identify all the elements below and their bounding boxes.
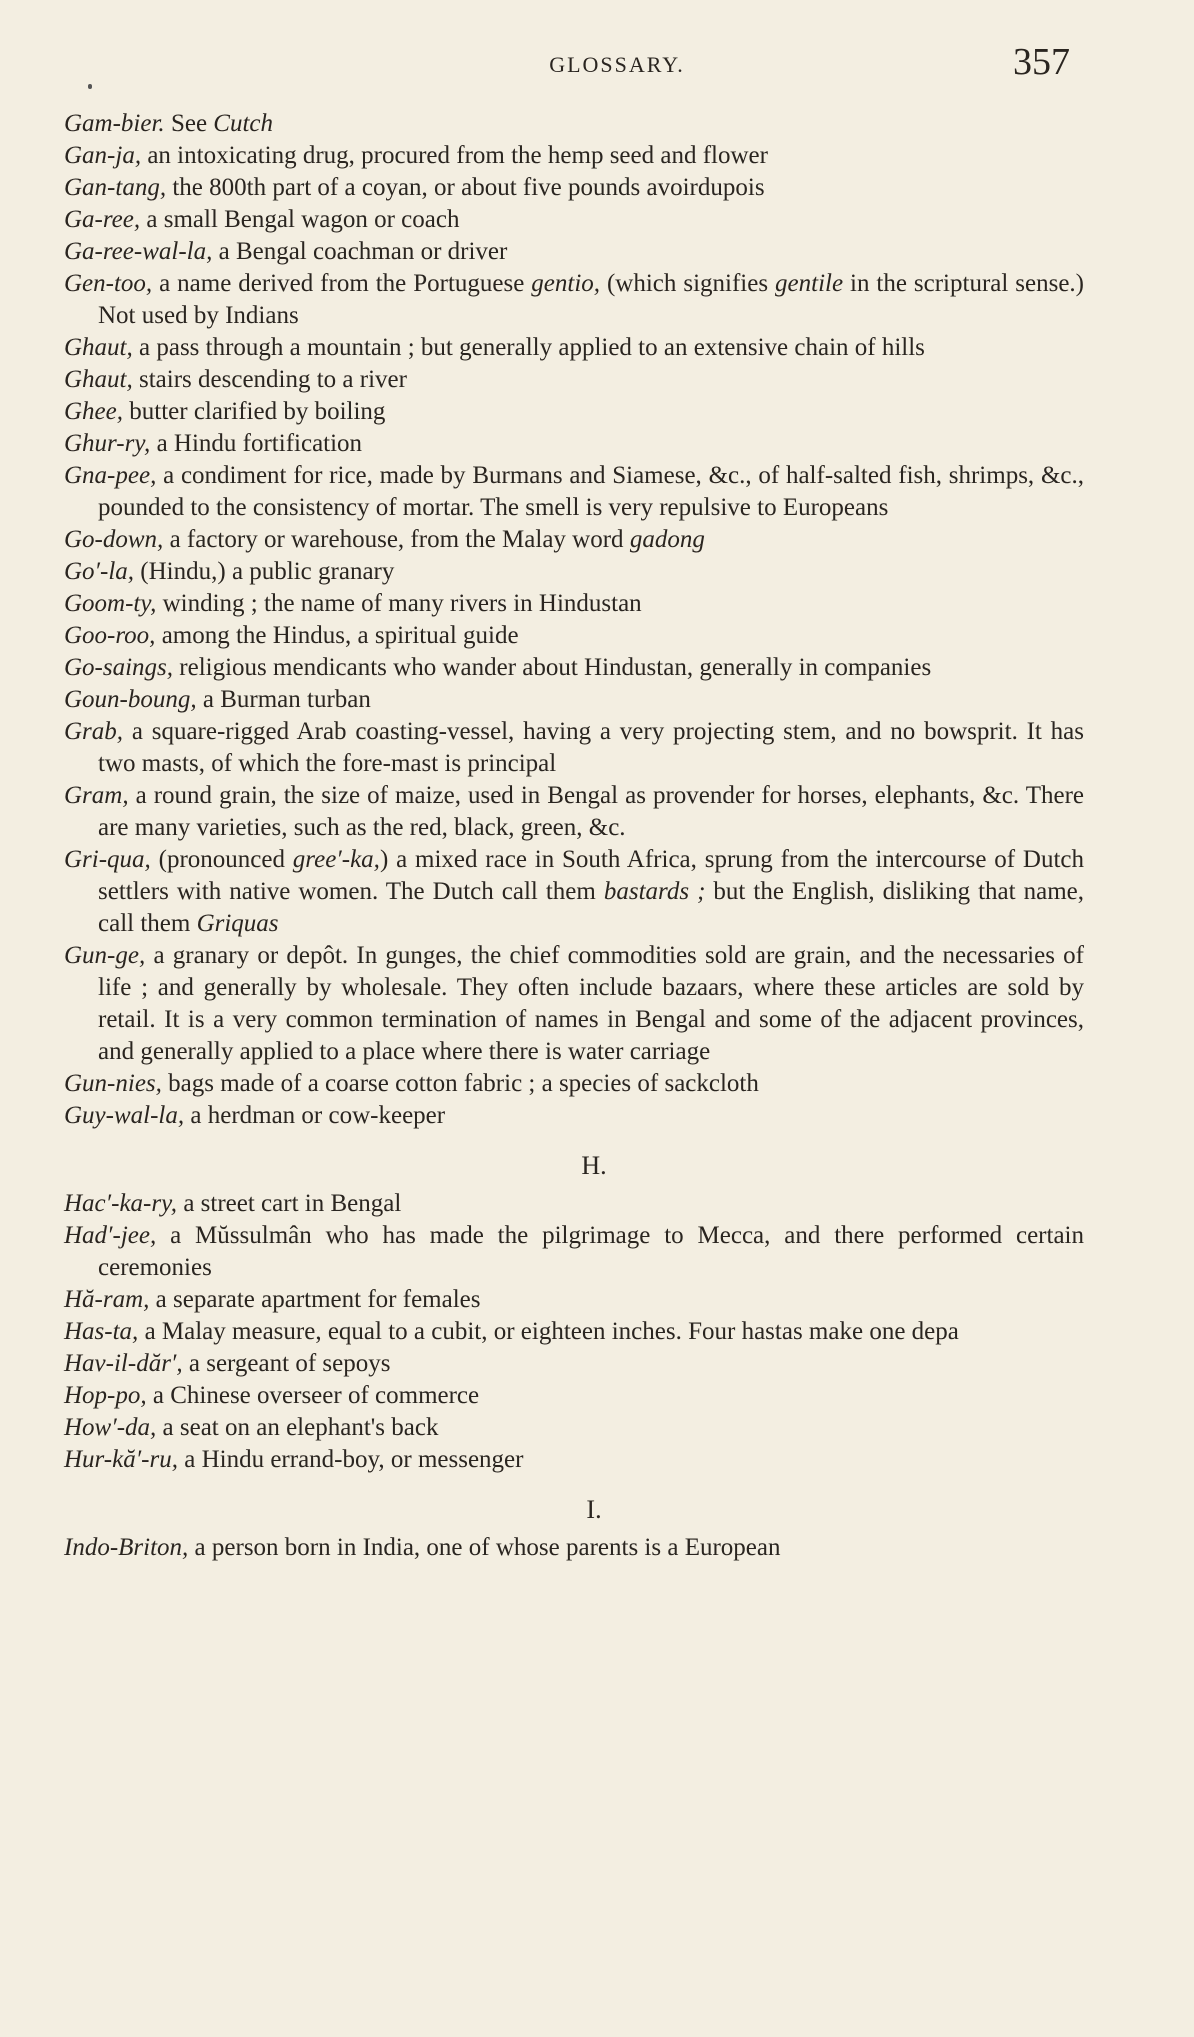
glossary-entry xyxy=(64,1316,1084,1348)
entry-definition: a person born in India, one of whose parents is a European xyxy=(188,1534,781,1561)
entry-term: Has-ta, xyxy=(64,1318,139,1345)
entry-term: Goom-ty, xyxy=(64,590,157,617)
ink-speck xyxy=(88,84,92,89)
entry-definition: a round grain, the size of maize, used in Bengal as provender for horses, elephants, &c. There are many varieties, such as the red, black, green, &c. xyxy=(98,782,1084,841)
entry-definition: a Mŭssulmân who has made the pilgrimage to Mecca, and there performed certain ceremonies xyxy=(98,1222,1084,1281)
entry-term: Ga-ree-wal-la, xyxy=(64,238,213,265)
glossary-entry xyxy=(64,556,1084,588)
glossary-entry xyxy=(64,780,1084,844)
entry-term: Ghur-ry, xyxy=(64,430,151,457)
entries-h xyxy=(64,1188,1084,1476)
entry-italic-text: gentile xyxy=(775,270,844,297)
entry-definition: stairs descending to a river xyxy=(132,366,407,393)
entry-term: Hav-il-dăr′, xyxy=(64,1350,183,1377)
entry-term: Ghee, xyxy=(64,398,123,425)
glossary-body xyxy=(64,108,1084,1564)
glossary-entry xyxy=(64,172,1084,204)
entry-definition: but the English, disliking that name, call them xyxy=(98,878,1084,937)
entry-italic-text: bastards ; xyxy=(603,878,706,905)
entry-italic-text: gree′-ka, xyxy=(292,846,380,873)
glossary-entry xyxy=(64,1348,1084,1380)
entry-definition: (which signifies xyxy=(600,270,776,297)
entry-definition: (pronounced xyxy=(150,846,293,873)
glossary-entry xyxy=(64,364,1084,396)
entry-term: Goun-boung, xyxy=(64,686,197,713)
glossary-entry xyxy=(64,1220,1084,1284)
glossary-entry xyxy=(64,844,1084,940)
entry-term: Gan-ja, xyxy=(64,142,142,169)
entry-definition: a name derived from the Portuguese xyxy=(152,270,532,297)
glossary-entry xyxy=(64,652,1084,684)
entry-term: Gen-too, xyxy=(64,270,153,297)
glossary-entry xyxy=(64,620,1084,652)
entry-term: Grab, xyxy=(64,718,124,745)
entry-term: Guy-wal-la, xyxy=(64,1102,185,1129)
entry-definition: a Hindu fortification xyxy=(150,430,363,457)
entry-definition: ) a mixed race in South Africa, sprung from the intercourse of Dutch settlers with native women. The Dutch call them xyxy=(98,846,1084,905)
glossary-entry xyxy=(64,140,1084,172)
glossary-entry xyxy=(64,236,1084,268)
page-number: 357 xyxy=(1013,41,1070,83)
entry-definition: winding ; the name of many rivers in Hindustan xyxy=(156,590,642,617)
entry-definition: a condiment for rice, made by Burmans and Siamese, &c., of half-salted fish, shrimps, &c., pounded to the consistency of mortar. The smell is very repulsive to Europeans xyxy=(98,462,1084,521)
entry-definition: a small Bengal wagon or coach xyxy=(140,206,460,233)
entry-definition: butter clarified by boiling xyxy=(123,398,386,425)
entry-definition: religious mendicants who wander about Hindustan, generally in companies xyxy=(173,654,932,681)
entry-term: Hop-po, xyxy=(64,1382,147,1409)
glossary-entry xyxy=(64,1380,1084,1412)
entry-definition: a sergeant of sepoys xyxy=(182,1350,391,1377)
glossary-entry xyxy=(64,1532,1084,1564)
entry-definition: a seat on an elephant's back xyxy=(156,1414,439,1441)
entry-definition: an intoxicating drug, procured from the hemp seed and flower xyxy=(141,142,768,169)
running-head: GLOSSARY. xyxy=(549,52,685,77)
glossary-entry xyxy=(64,1444,1084,1476)
entry-term: Had′-jee, xyxy=(64,1222,157,1249)
entry-definition: bags made of a coarse cotton fabric ; a species of sackcloth xyxy=(161,1070,759,1097)
entry-term: Gun-nies, xyxy=(64,1070,162,1097)
entry-definition: a granary or depôt. In gunges, the chief commodities sold are grain, and the necessaries of life ; and generally by wholesale. They often include bazaars, where these articles are sold by retail. It is a very common termination of names in Bengal and some of the adjacent provinces, and generally applied to a place where there is water carriage xyxy=(98,942,1084,1065)
entry-definition: a square-rigged Arab coasting-vessel, having a very projecting stem, and no bowsprit. It has two masts, of which the fore-mast is principal xyxy=(98,718,1084,777)
entry-italic-text: gadong xyxy=(629,526,705,553)
entry-term: Gam-bier. xyxy=(64,110,165,137)
entry-definition: a Malay measure, equal to a cubit, or eighteen inches. Four hastas make one depa xyxy=(138,1318,959,1345)
entry-definition: a street cart in Bengal xyxy=(177,1190,402,1217)
entry-term: Ghaut, xyxy=(64,366,133,393)
entry-term: Gan-tang, xyxy=(64,174,167,201)
glossary-entry xyxy=(64,1068,1084,1100)
page-header xyxy=(0,38,1194,98)
entry-term: Go-saings, xyxy=(64,654,174,681)
glossary-entry xyxy=(64,940,1084,1068)
entry-term: Ga-ree, xyxy=(64,206,141,233)
entry-definition: among the Hindus, a spiritual guide xyxy=(155,622,519,649)
entry-term: Goo-roo, xyxy=(64,622,156,649)
glossary-entry xyxy=(64,332,1084,364)
glossary-entry xyxy=(64,460,1084,524)
entry-definition: a separate apartment for females xyxy=(149,1286,481,1313)
entry-term: Hă-ram, xyxy=(64,1286,150,1313)
glossary-entry xyxy=(64,1412,1084,1444)
entry-definition: in the scriptural sense.) Not used by Indians xyxy=(98,270,1084,329)
entry-italic-text: Cutch xyxy=(213,110,274,137)
glossary-entry xyxy=(64,396,1084,428)
entry-italic-text: Griquas xyxy=(196,910,279,937)
entry-definition: See xyxy=(164,110,214,137)
entries-i xyxy=(64,1532,1084,1564)
entries-g xyxy=(64,108,1084,1132)
glossary-entry xyxy=(64,428,1084,460)
entry-definition: a herdman or cow-keeper xyxy=(184,1102,446,1129)
glossary-entry xyxy=(64,524,1084,556)
entry-definition: a Burman turban xyxy=(196,686,371,713)
entry-term: Gna-pee, xyxy=(64,462,157,489)
entry-term: Go′-la, xyxy=(64,558,135,585)
entry-italic-text: gentio, xyxy=(531,270,601,297)
entry-term: Hur-kă′-ru, xyxy=(64,1446,178,1473)
entry-term: Hac′-ka-ry, xyxy=(64,1190,178,1217)
entry-definition: a Hindu errand-boy, or messenger xyxy=(177,1446,524,1473)
glossary-entry xyxy=(64,268,1084,332)
glossary-entry xyxy=(64,1100,1084,1132)
glossary-entry xyxy=(64,684,1084,716)
entry-term: Gri-qua, xyxy=(64,846,151,873)
entry-definition: a Bengal coachman or driver xyxy=(212,238,508,265)
entry-term: Gun-ge, xyxy=(64,942,146,969)
glossary-entry xyxy=(64,204,1084,236)
entry-definition: a Chinese overseer of commerce xyxy=(146,1382,480,1409)
entry-definition: the 800th part of a coyan, or about five pounds avoirdupois xyxy=(166,174,765,201)
entry-term: Go-down, xyxy=(64,526,164,553)
glossary-entry xyxy=(64,108,1084,140)
glossary-entry xyxy=(64,1284,1084,1316)
entry-term: Indo-Briton, xyxy=(64,1534,189,1561)
entry-term: Gram, xyxy=(64,782,129,809)
glossary-entry xyxy=(64,588,1084,620)
entry-definition: a factory or warehouse, from the Malay word xyxy=(163,526,630,553)
glossary-entry xyxy=(64,716,1084,780)
section-heading-h: H. xyxy=(581,1151,607,1180)
entry-term: How′-da, xyxy=(64,1414,157,1441)
entry-definition: (Hindu,) a public granary xyxy=(134,558,395,585)
entry-term: Ghaut, xyxy=(64,334,133,361)
section-heading-i: I. xyxy=(586,1495,602,1524)
entry-definition: a pass through a mountain ; but generally applied to an extensive chain of hills xyxy=(132,334,925,361)
glossary-entry xyxy=(64,1188,1084,1220)
